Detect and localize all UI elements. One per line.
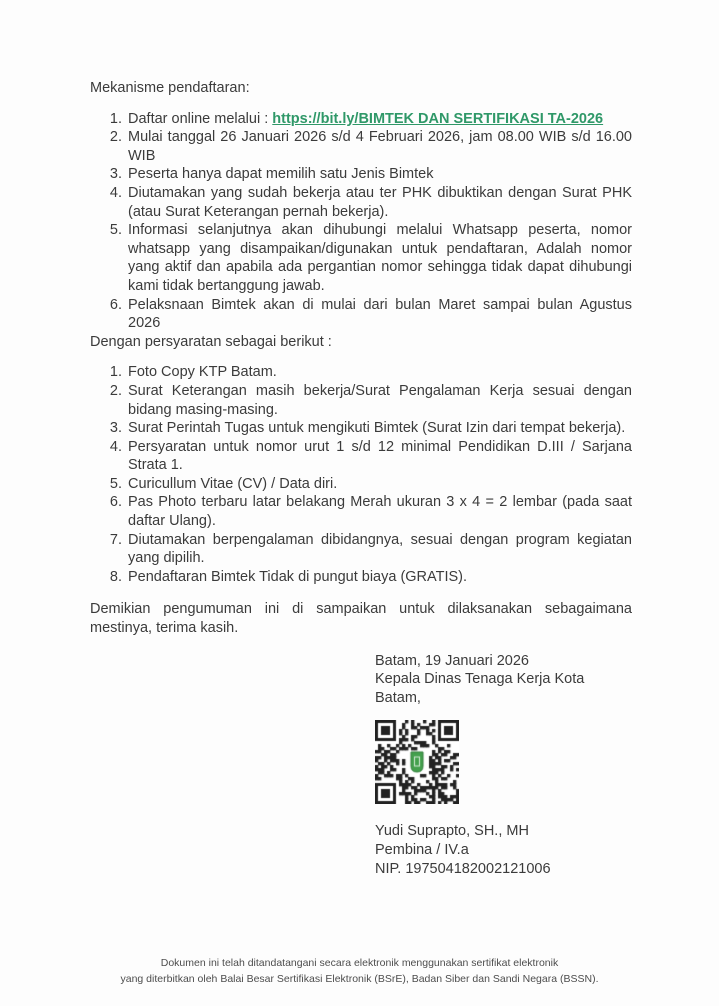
footer-note xyxy=(0,956,719,987)
signature-place-date: Batam, 19 Januari 2026 xyxy=(375,652,529,669)
requirements-heading: Dengan persyaratan sebagai berikut : xyxy=(90,333,332,350)
footer-line: yang diterbitkan oleh Balai Besar Sertifikasi Elektronik (BSrE), Badan Siber dan Sandi Negara (BSSN). xyxy=(120,972,599,985)
signatory-rank: Pembina / IV.a xyxy=(375,842,469,858)
list-item: 5. Curicullum Vitae (CV) / Data diri. xyxy=(126,475,632,494)
mechanism-heading: Mekanisme pendaftaran: xyxy=(90,80,250,96)
footer-line: Dokumen ini telah ditandatangani secara elektronik menggunakan sertifikat elektronik xyxy=(160,957,559,969)
list-item: 3. Peserta hanya dapat memilih satu Jenis Bimtek xyxy=(126,165,632,184)
closing-paragraph: Demikian pengumuman ini di sampaikan untuk dilaksanakan sebagaimana mestinya, terima kasih. xyxy=(90,601,632,637)
mechanism-list xyxy=(90,110,632,333)
list-item: 6. Pelaksnaan Bimtek akan di mulai dari bulan Maret sampai bulan Agustus 2026 xyxy=(126,296,632,333)
qr-code xyxy=(375,720,459,804)
list-item: 4. Persyaratan untuk nomor urut 1 s/d 12 minimal Pendidikan D.III / Sarjana Strata 1. xyxy=(126,438,632,475)
list-item: 6. Pas Photo terbaru latar belakang Merah ukuran 3 x 4 = 2 lembar (pada saat daftar Ulang). xyxy=(126,493,632,530)
list-item: 4. Diutamakan yang sudah bekerja atau ter PHK dibuktikan dengan Surat PHK (atau Surat Keterangan pernah bekerja). xyxy=(126,184,632,221)
list-item: 3. Surat Perintah Tugas untuk mengikuti Bimtek (Surat Izin dari tempat bekerja). xyxy=(126,419,632,438)
list-item-text: Daftar online melalui : xyxy=(128,110,273,127)
requirements-list xyxy=(90,363,632,586)
list-item: 8. Pendaftaran Bimtek Tidak di pungut biaya (GRATIS). xyxy=(126,568,632,587)
signature-title-line1: Kepala Dinas Tenaga Kerja Kota xyxy=(375,671,585,688)
signatory-nip: NIP. 197504182002121006 xyxy=(375,860,551,877)
list-item: 7. Diutamakan berpengalaman dibidangnya, sesuai dengan program kegiatan yang dipilih. xyxy=(126,531,632,568)
list-item: 5. Informasi selanjutnya akan dihubungi melalui Whatsapp peserta, nomor whatsapp yang disampaikan/digunakan untuk pendaftaran, Adalah nomor yang aktif dan apabila ada pergantian nomor sehingga tidak dapat dihubungi kami tidak bertanggung jawab. xyxy=(126,221,632,295)
list-item: 1. Foto Copy KTP Batam. xyxy=(126,363,632,382)
registration-link[interactable]: https://bit.ly/BIMTEK DAN SERTIFIKASI TA-2026 xyxy=(272,110,604,127)
signature-title-line2: Batam, xyxy=(375,689,421,706)
list-item: 2. Surat Keterangan masih bekerja/Surat Pengalaman Kerja sesuai dengan bidang masing-masing. xyxy=(126,382,632,419)
list-item xyxy=(126,110,632,129)
signatory-name: Yudi Suprapto, SH., MH xyxy=(375,823,529,840)
list-item: 2. Mulai tanggal 26 Januari 2026 s/d 4 Februari 2026, jam 08.00 WIB s/d 16.00 WIB xyxy=(126,128,632,165)
signature-block xyxy=(375,652,632,879)
